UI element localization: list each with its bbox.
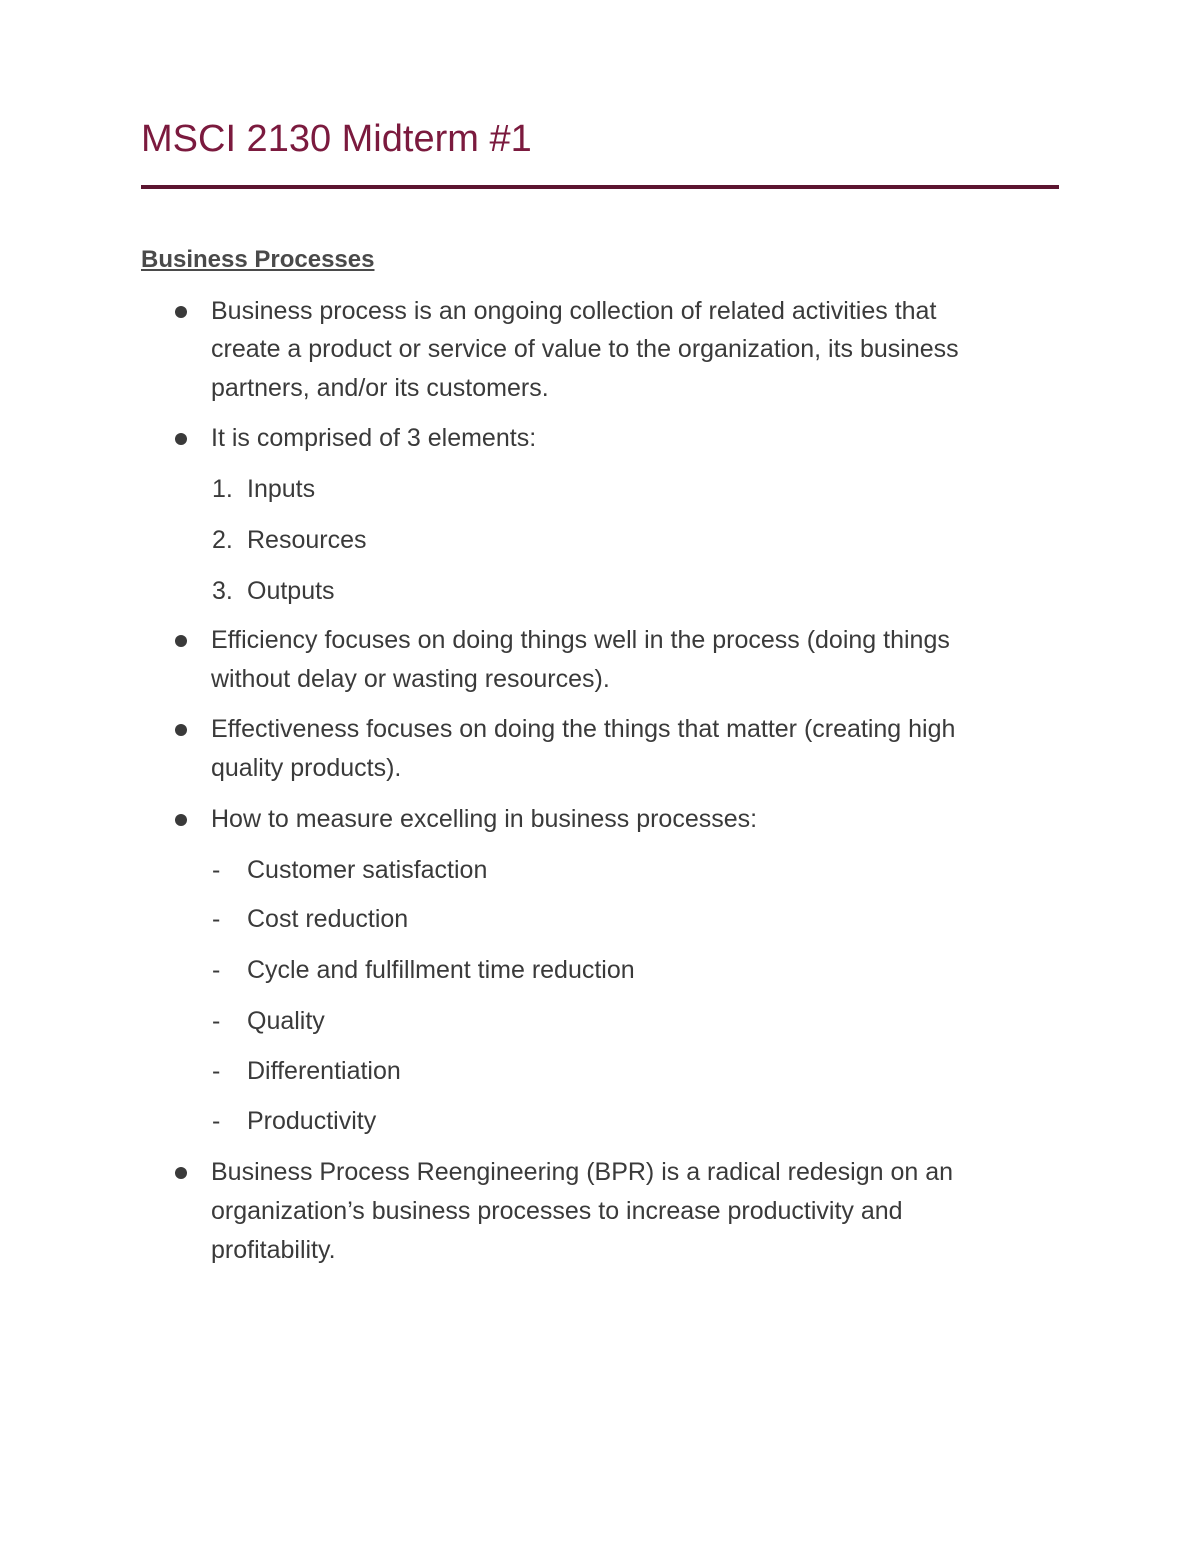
list-item: Inputs <box>247 475 316 503</box>
dash-marker: - <box>212 1057 221 1085</box>
bullet-line: How to measure excelling in business processes: <box>211 805 758 833</box>
dash-marker: - <box>212 1007 221 1035</box>
list-number: 3. <box>212 577 233 605</box>
title-divider <box>141 185 1059 189</box>
bullet-line: create a product or service of value to the organization, its business <box>211 335 959 363</box>
section-heading: Business Processes <box>141 246 375 273</box>
list-item: Productivity <box>247 1107 377 1135</box>
bullet-line: Business Process Reengineering (BPR) is a radical redesign on an <box>211 1158 954 1186</box>
bullet-line: Effectiveness focuses on doing the things that matter (creating high <box>211 715 956 743</box>
list-item: Cycle and fulfillment time reduction <box>247 956 635 984</box>
list-number: 1. <box>212 475 233 503</box>
list-item: Differentiation <box>247 1057 401 1085</box>
bullet-line: Efficiency focuses on doing things well in the process (doing things <box>211 626 950 654</box>
list-item: Resources <box>247 526 367 554</box>
document-title: MSCI 2130 Midterm #1 <box>141 118 532 160</box>
bullet-line: Business process is an ongoing collection of related activities that <box>211 297 937 325</box>
bullet-line: organization’s business processes to increase productivity and <box>211 1197 903 1225</box>
bullet-line: profitability. <box>211 1236 336 1264</box>
bullet-icon <box>175 433 187 445</box>
list-item: Outputs <box>247 577 335 605</box>
dash-marker: - <box>212 856 221 884</box>
list-item: Quality <box>247 1007 325 1035</box>
bullet-line: quality products). <box>211 754 402 782</box>
dash-marker: - <box>212 905 221 933</box>
dash-marker: - <box>212 1107 221 1135</box>
bullet-icon <box>175 724 187 736</box>
dash-marker: - <box>212 956 221 984</box>
bullet-icon <box>175 635 187 647</box>
list-number: 2. <box>212 526 233 554</box>
bullet-line: without delay or wasting resources). <box>211 665 610 693</box>
bullet-icon <box>175 306 187 318</box>
list-item: Cost reduction <box>247 905 409 933</box>
bullet-icon <box>175 814 187 826</box>
bullet-icon <box>175 1167 187 1179</box>
bullet-line: partners, and/or its customers. <box>211 374 549 402</box>
bullet-line: It is comprised of 3 elements: <box>211 424 537 452</box>
list-item: Customer satisfaction <box>247 856 488 884</box>
